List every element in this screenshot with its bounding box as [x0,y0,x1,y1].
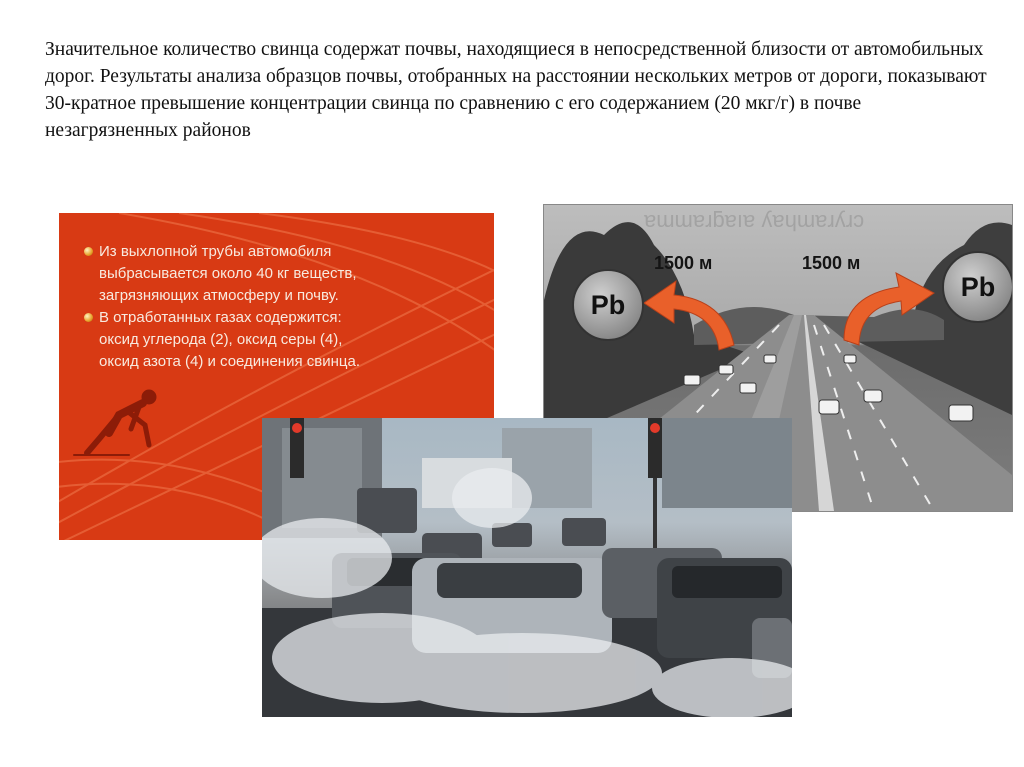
right-distance-label: 1500 м [802,253,861,273]
lead-left-icon: Pb [572,269,644,341]
exhaust-facts-list [81,241,481,373]
list-item: В отработанных газах содержится: оксид углерода (2), оксид серы (4), оксид азота (4) и соединения свинца. [81,307,481,373]
intro-paragraph: Значительное количество свинца содержат почвы, находящиеся в непосредственной близости от автомобильных дорог. Результаты анализа образцов почвы, отобранных на расстоянии нескольких метров от дороги, показывают 30-кратное превышение концентрации свинца по сравнению с его содержанием (20 мкг/г) в почве незагрязненных районов [45,39,987,141]
traffic-exhaust-photo [262,418,792,717]
traffic-scene [262,418,792,717]
lead-right-icon: Pb [942,251,1013,323]
left-distance-label: 1500 м [654,253,713,273]
bullet-icon [84,313,93,322]
list-item: Из выхлопной трубы автомобиля выбрасывается около 40 кг веществ, загрязняющих атмосферу и почву. [81,241,481,307]
sprinter-icon [69,381,189,461]
svg-text:ɐɯɯɐɹƃɐıɐ ʎɐɥɯɐɹʎɹɔ: ɐɯɯɐɹƃɐıɐ ʎɐɥɯɐɹʎɹɔ [644,207,865,232]
bullet-icon [84,247,93,256]
